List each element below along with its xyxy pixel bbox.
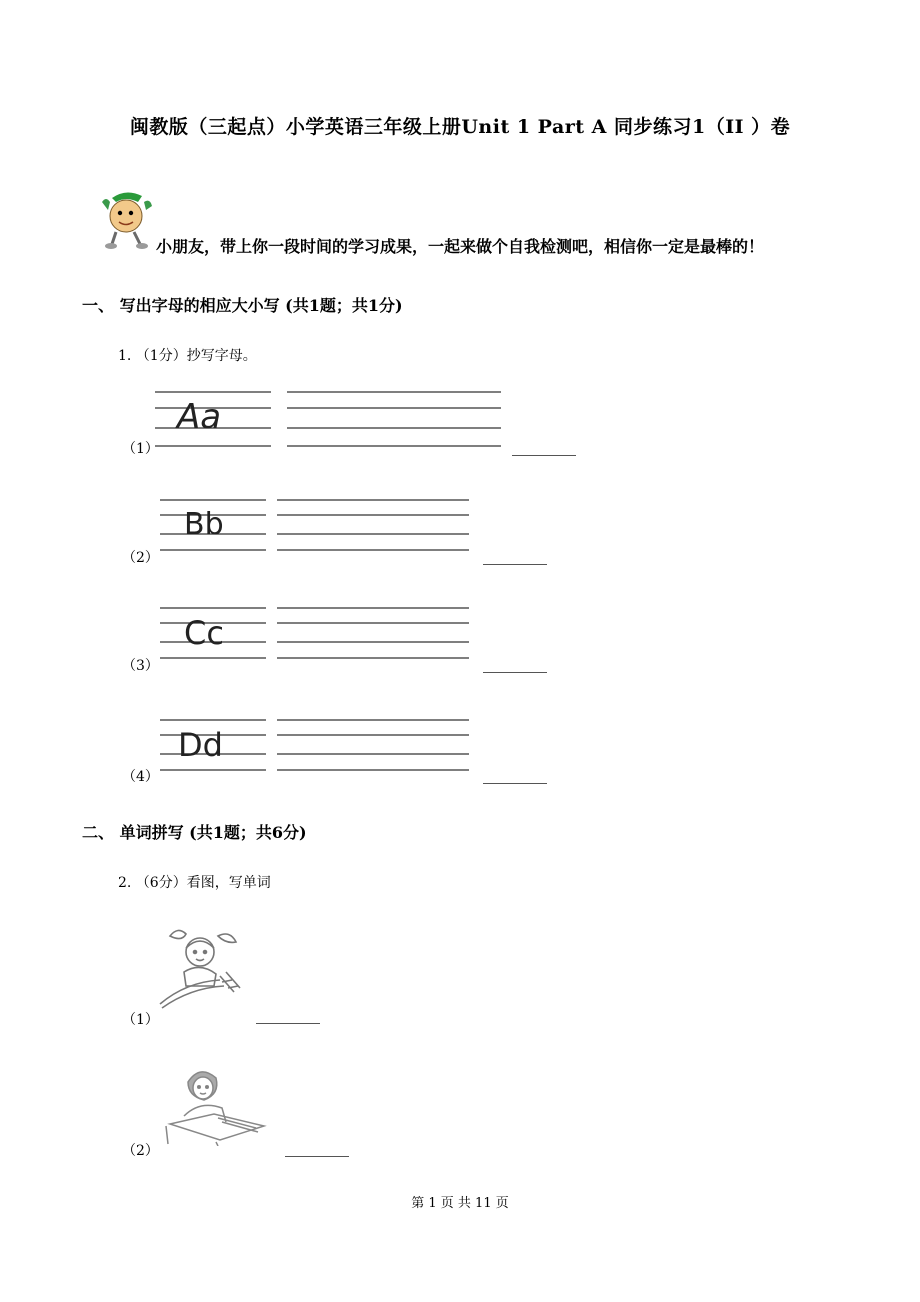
letter-pair: Bb — [184, 507, 224, 542]
writing-lines — [277, 496, 473, 556]
letter-sample-image — [160, 496, 270, 556]
letter-sample-image — [160, 716, 270, 776]
writing-lines — [277, 604, 473, 664]
letter-pair: Dd — [178, 726, 223, 764]
item-label: （4） — [122, 769, 159, 785]
item-label: （2） — [122, 1143, 159, 1159]
mascot-icon — [98, 188, 154, 254]
letter-pair: Aa — [177, 397, 222, 437]
page-title: 闽教版（三起点）小学英语三年级上册Unit 1 Part A 同步练习1（II ）卷 — [129, 116, 791, 138]
answer-blank[interactable] — [483, 783, 547, 784]
letter-sample-image — [155, 386, 275, 452]
page-footer: 第 1 页 共 11 页 — [411, 1196, 509, 1211]
letter-pair: Cc — [184, 614, 224, 652]
answer-blank[interactable] — [483, 672, 547, 673]
question-text: 1. （1分）抄写字母。 — [118, 348, 257, 364]
item-label: （3） — [122, 658, 159, 674]
letter-sample-image — [160, 604, 270, 664]
section-heading: 一、 写出字母的相应大小写 (共1题；共1分) — [82, 296, 403, 315]
item-label: （2） — [122, 550, 159, 566]
answer-blank[interactable] — [256, 1023, 320, 1024]
item-label: （1） — [122, 1012, 159, 1028]
answer-blank[interactable] — [512, 455, 576, 456]
intro-text: 小朋友，带上你一段时间的学习成果，一起来做个自我检测吧，相信你一定是最棒的！ — [156, 237, 765, 256]
item-label: （1） — [122, 441, 159, 457]
girl-writing-picture — [160, 1060, 272, 1146]
question-text: 2. （6分）看图，写单词 — [118, 875, 271, 891]
writing-lines — [277, 716, 473, 776]
answer-blank[interactable] — [285, 1156, 349, 1157]
answer-blank[interactable] — [483, 564, 547, 565]
section-heading: 二、 单词拼写 (共1题；共6分) — [82, 823, 307, 842]
girl-drawing-picture — [156, 922, 244, 1010]
writing-lines — [287, 386, 503, 452]
